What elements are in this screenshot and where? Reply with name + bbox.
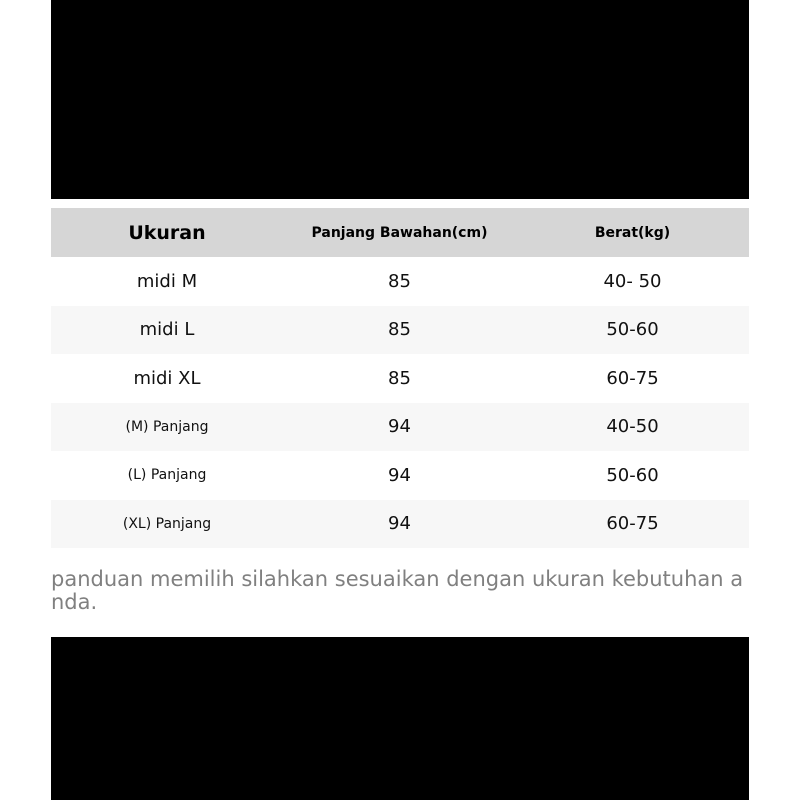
table-row <box>51 354 749 403</box>
table-row <box>51 451 749 500</box>
table-header-row <box>51 208 749 257</box>
length-cell: 85 <box>388 319 411 341</box>
header-panjang-bawahan: Panjang Bawahan(cm) <box>311 224 488 241</box>
table-row <box>51 403 749 452</box>
weight-cell: 50-60 <box>606 464 659 486</box>
weight-cell: 50-60 <box>606 319 659 341</box>
length-cell: 94 <box>388 464 411 486</box>
size-cell: midi L <box>139 319 195 341</box>
length-cell: 94 <box>388 513 411 535</box>
size-cell: (L) Panjang <box>127 467 207 484</box>
weight-cell: 40- 50 <box>603 270 662 292</box>
weight-cell: 60-75 <box>606 513 659 535</box>
length-cell: 85 <box>388 270 411 292</box>
size-cell: midi M <box>136 270 198 292</box>
length-cell: 94 <box>388 416 411 438</box>
size-guide-note: panduan memilih silahkan sesuaikan dengan ukuran kebutuhan anda. <box>51 567 744 614</box>
size-cell: midi XL <box>133 367 201 389</box>
table-row <box>51 306 749 355</box>
length-cell: 85 <box>388 367 411 389</box>
header-ukuran: Ukuran <box>128 221 206 244</box>
weight-cell: 60-75 <box>606 367 659 389</box>
table-row <box>51 257 749 306</box>
weight-cell: 40-50 <box>606 416 659 438</box>
size-cell: (XL) Panjang <box>122 515 212 532</box>
size-chart-table <box>51 208 749 548</box>
header-berat: Berat(kg) <box>594 224 671 241</box>
image-bottom-black-area <box>51 637 749 800</box>
size-cell: (M) Panjang <box>125 418 209 435</box>
image-top-black-area <box>51 0 749 199</box>
table-row <box>51 500 749 549</box>
